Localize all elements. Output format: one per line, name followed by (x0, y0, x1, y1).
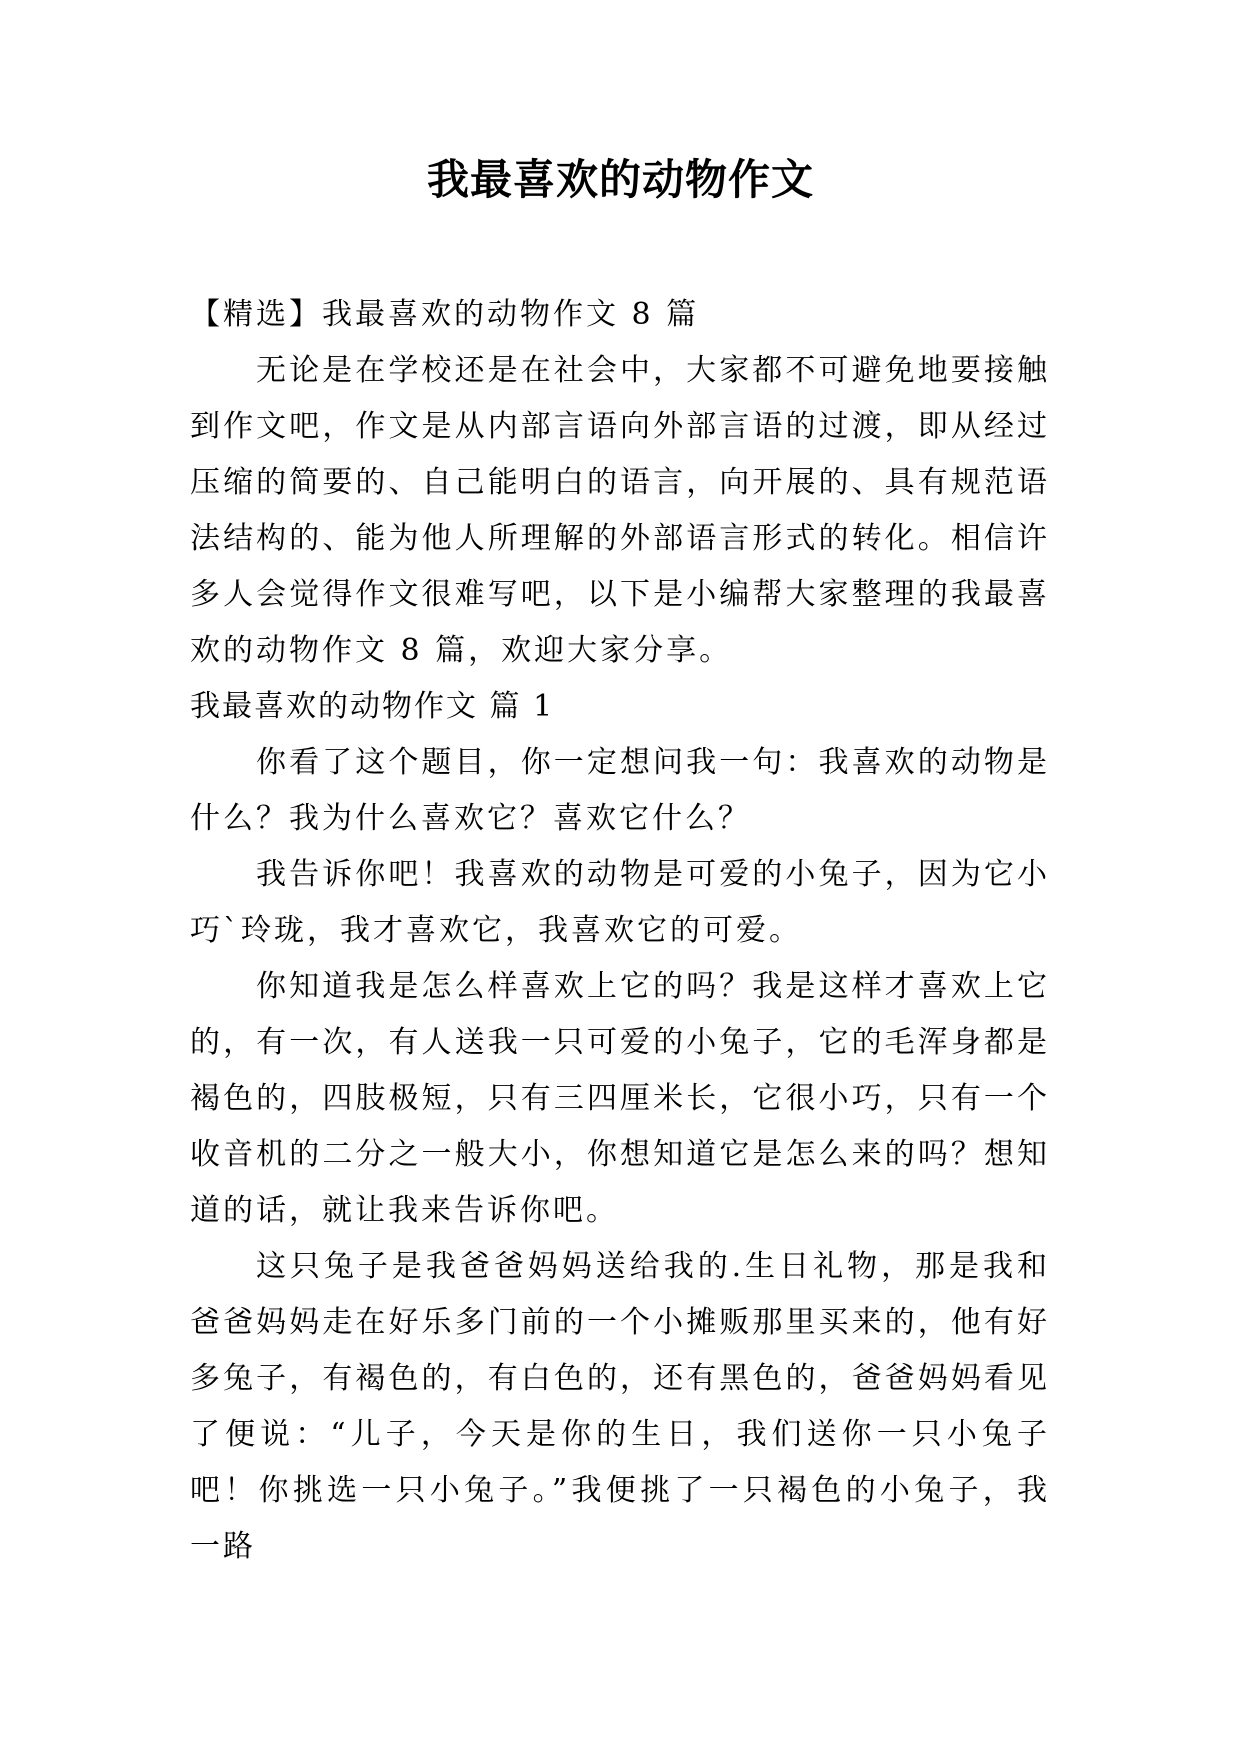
document-title: 我最喜欢的动物作文 (426, 155, 814, 204)
section-paragraph-3: 你知道我是怎么样喜欢上它的吗？我是这样才喜欢上它的，有一次，有人送我一只可爱的小兔子，它的毛浑身都是褐色的，四肢极短，只有三四厘米长，它很小巧，只有一个收音机的二分之一般大小，你想知道它是怎么来的吗？想知道的话，就让我来告诉你吧。 (190, 969, 1050, 1228)
section-heading: 我最喜欢的动物作文 篇 1 (190, 689, 555, 724)
section-paragraph-4: 这只兔子是我爸爸妈妈送给我的.生日礼物，那是我和爸爸妈妈走在好乐多门前的一个小摊贩那里买来的，他有好多兔子，有褐色的，有白色的，还有黑色的，爸爸妈妈看见了便说：“儿子，今天是你的生日，我们送你一只小兔子吧！你挑选一只小兔子。”我便挑了一只褐色的小兔子，我一路 (190, 1249, 1050, 1564)
section-paragraph-2: 我告诉你吧！我喜欢的动物是可爱的小兔子，因为它小巧`玲珑，我才喜欢它，我喜欢它的可爱。 (190, 857, 1050, 948)
document-subtitle: 【精选】我最喜欢的动物作文 8 篇 (190, 297, 700, 332)
section-paragraph-1: 你看了这个题目，你一定想问我一句：我喜欢的动物是什么？我为什么喜欢它？喜欢它什么？ (190, 745, 1050, 836)
intro-paragraph: 无论是在学校还是在社会中，大家都不可避免地要接触到作文吧，作文是从内部言语向外部言语的过渡，即从经过压缩的简要的、自己能明白的语言，向开展的、具有规范语法结构的、能为他人所理解的外部语言形式的转化。相信许多人会觉得作文很难写吧，以下是小编帮大家整理的我最喜欢的动物作文 8 篇，欢迎大家分享。 (190, 353, 1050, 668)
document-body (190, 287, 1050, 1575)
